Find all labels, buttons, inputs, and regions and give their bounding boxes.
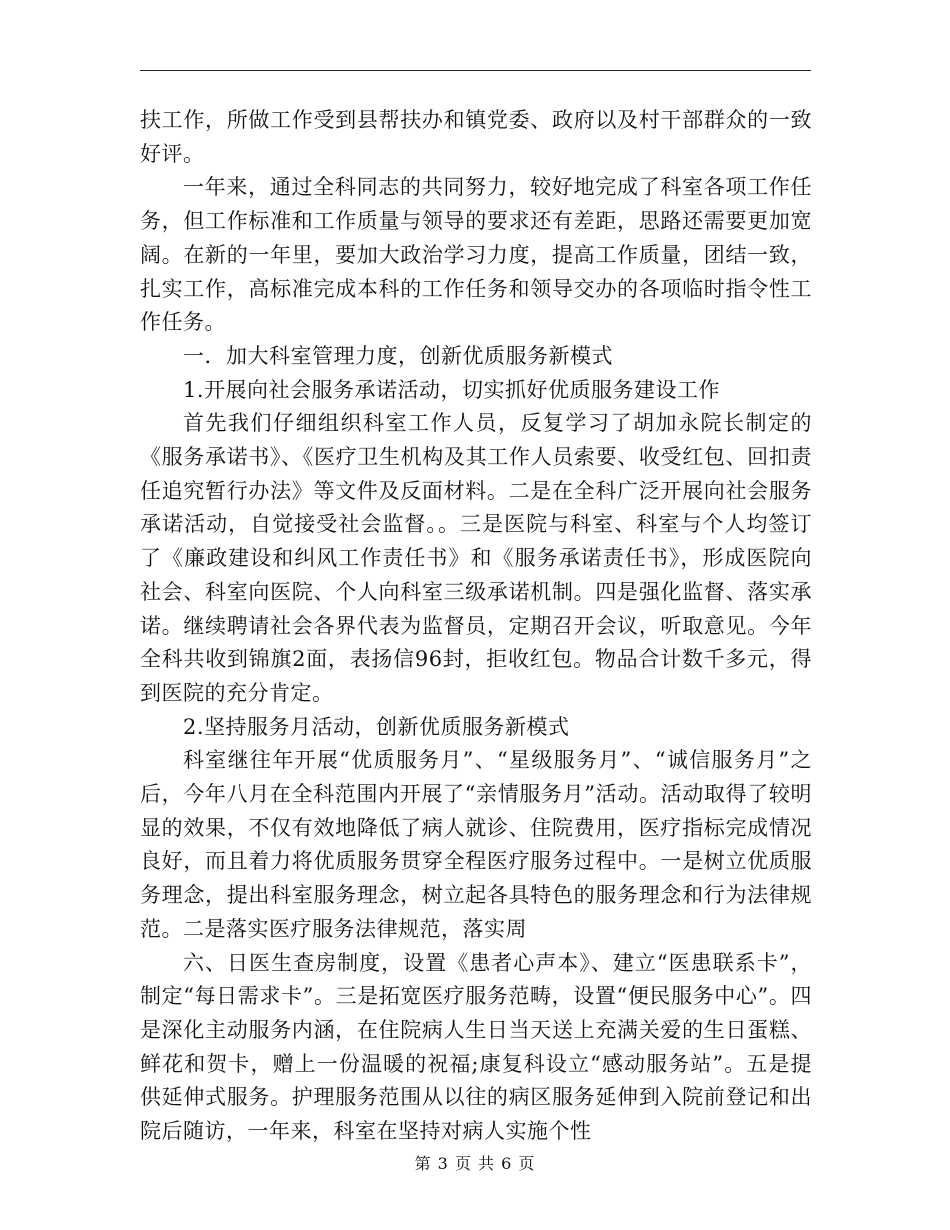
- subsection-heading: 2.坚持服务月活动，创新优质服务新模式: [183, 714, 570, 739]
- header-rule: [140, 70, 811, 71]
- paragraph: 六、日医生查房制度，设置《患者心声本》、建立“医患联系卡”，制定“每日需求卡”。三是拓宽医疗服务范畴，设置“便民服务中心”。四是深化主动服务内涵，在住院病人生日当天送上充满关爱的生日蛋糕、鲜花和贺卡，赠上一份温暖的祝福;康复科设立“感动服务站”。五是提供延伸式服务。护理服务范围从以往的病区服务延伸到入院前登记和出院后随访，一年来，科室在坚持对病人实施个性: [140, 950, 812, 1144]
- paragraph: 首先我们仔细组织科室工作人员，反复学习了胡加永院长制定的《服务承诺书》、《医疗卫生机构及其工作人员索要、收受红包、回扣责任追究暂行办法》等文件及反面材料。二是在全科广泛开展向社会服务承诺活动，自觉接受社会监督。。三是医院与科室、科室与个人均签订了《廉政建设和纠风工作责任书》和《服务承诺责任书》，形成医院向社会、科室向医院、个人向科室三级承诺机制。四是强化监督、落实承诺。继续聘请社会各界代表为监督员，定期召开会议，听取意见。今年全科共收到锦旗2面，表扬信96封，拒收红包。物品合计数千多元，得到医院的充分肯定。: [140, 411, 812, 705]
- paragraph: 扶工作，所做工作受到县帮扶办和镇党委、政府以及村干部群众的一致好评。: [140, 108, 812, 166]
- page-number-footer: 第 3 页 共 6 页: [414, 1154, 536, 1173]
- subsection-heading: 1.开展向社会服务承诺活动，切实抓好优质服务建设工作: [183, 377, 721, 402]
- document-body: [140, 104, 812, 1149]
- section-heading: 一．加大科室管理力度，创新优质服务新模式: [183, 343, 613, 368]
- paragraph: 一年来，通过全科同志的共同努力，较好地完成了科室各项工作任务，但工作标准和工作质量与领导的要求还有差距，思路还需要更加宽阔。在新的一年里，要加大政治学习力度，提高工作质量，团结一致，扎实工作，高标准完成本科的工作任务和领导交办的各项临时指令性工作任务。: [140, 175, 812, 335]
- paragraph: 科室继往年开展“优质服务月”、“星级服务月”、“诚信服务月”之后，今年八月在全科范围内开展了“亲情服务月”活动。活动取得了较明显的效果，不仅有效地降低了病人就诊、住院费用，医疗指标完成情况良好，而且着力将优质服务贯穿全程医疗服务过程中。一是树立优质服务理念，提出科室服务理念，树立起各具特色的服务理念和行为法律规范。二是落实医疗服务法律规范，落实周: [140, 748, 812, 941]
